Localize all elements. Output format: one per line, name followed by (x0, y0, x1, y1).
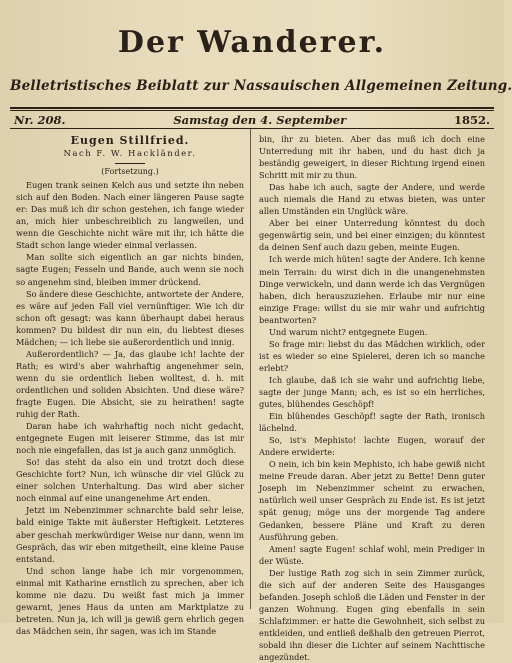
paragraph: So frage mir: liebst du das Mädchen wirklich, oder ist es wieder so eine Spielerei, deren ich so manche erlebt? (259, 338, 485, 373)
column-divider (250, 129, 251, 609)
article-author: Nach F. W. Hackländer. (63, 149, 197, 160)
paragraph: Und schon lange habe ich mir vorgenommen, einmal mit Katharine ernstlich zu sprechen, aber ich komme nie dazu. Du weißt fast mich ja immer gewarnt, jenes Haus da unten am Marktplatze zu betreten. Nun ja, ich will ja gewiß gern ehrlich gegen das Mädchen sein, ihr sagen, was ich im Stande (16, 565, 244, 636)
paragraph: Der lustige Rath zog sich in sein Zimmer zurück, die sich auf der anderen Seite des Hausganges befanden. Joseph schloß die Läden und Fenster in der ganzen Wohnung. Eugen ging ebenfalls in sein Schlafzimmer: er hatte die Gewohnheit, sich selbst zu entkleiden, und entließ deßhalb den getreuen Pierrot, sobald ihn dieser die Lichter auf seinem Nachttische angezündet. (259, 567, 485, 663)
paragraph: Amen! sagte Eugen! schlaf wohl, mein Prediger in der Wüste. (259, 543, 485, 566)
paragraph: So! das steht da also ein und trotzt doch diese Geschichte fort? Nun, ich wünsche dir viel Glück zu einer solchen Unterhaltung. Das wird aber sicher noch einmal auf eine unangenehme Art enden. (16, 457, 244, 504)
paragraph: Und warum nicht? entgegnete Eugen. (269, 326, 428, 337)
continuation-note: (Fortsetzung.) (101, 167, 159, 177)
paragraph: Außerordentlich? — Ja, das glaube ich! lachte der Rath; es wird's aber wahrhaftig angenehmer sein, wenn du sie ordentlich lieben wolltest, d. h. mit ordentlichen und soliden Absichten. Und diese wäre? fragte Eugen. Die Absicht, sie zu heirathen! sagte ruhig der Rath. (16, 348, 244, 420)
paragraph: Eugen trank seinen Kelch aus und setzte ihn neben sich auf den Boden. Nach einer längeren Pause sagte er: Das muß ich dir schon gestehen, ich fange wieder an, mich hier unbeschreiblich zu langweilen, und wenn die Geschichte nicht wäre mit ihr, ich hätte die Stadt schon lange wieder einmal verlassen. (16, 180, 244, 251)
left-column (10, 129, 250, 636)
header-rule (10, 107, 494, 109)
paragraph: So, ist's Mephisto! lachte Eugen, worauf der Andere erwiderte: (259, 435, 485, 458)
paragraph: Ein blühendes Geschöpf! sagte der Rath, ironisch lächelnd. (259, 411, 485, 434)
paragraph: Man sollte sich eigentlich an gar nichts binden, sagte Eugen; Fesseln und Bande, auch wenn sie noch so angenehm sind, bleiben immer drückend. (16, 252, 244, 287)
article-columns (10, 129, 494, 663)
paragraph: bin, ihr zu bieten. Aber das muß ich doch eine Unterredung mit ihr haben, und du hast dich ja beständig geweigert, in dieser Richtung irgend einen Schritt mit mir zu thun. (259, 134, 485, 181)
right-column (251, 129, 491, 663)
paragraph: O nein, ich bin kein Mephisto, ich habe gewiß nicht meine Freude daran. Aber jetzt zu Bette! Denn guter Joseph im Nebenzimmer scheint zu erwachen, natürlich weil unser Gespräch zu Ende ist. Es ist jetzt spät genug; möge uns der morgende Tag andere Gedanken, bessere Pläne und Kraft zu deren Ausführung geben. (259, 459, 485, 542)
issue-line (10, 111, 494, 128)
paragraph: Jetzt im Nebenzimmer schnarchte bald sehr leise, bald einige Takte mit äußerster Heftigkeit. Letzteres aber geschah merkwürdiger Weise nur dann, wenn im Gespräch, das wir eben mitgetheilt, eine kleine Pause entstand. (16, 505, 244, 564)
paragraph: Das habe ich auch, sagte der Andere, und werde auch niemals die Hand zu etwas bieten, was unter allen Umständen ein Unglück wäre. (259, 182, 485, 217)
paragraph: Ich glaube, daß ich sie wahr und aufrichtig liebe, sagte der junge Mann; ach, es ist so ein herrliches, gutes, blühendes Geschöpf! (259, 374, 485, 410)
paragraph: Ich werde mich hüten! sagte der Andere. Ich kenne mein Terrain: du wirst dich in die unangenehmsten Dinge verwickeln, und dann werde ich das Vergnügen haben, dich herauszuziehen. Erlaube mir nur eine einzige Frage: willst du sie mir wahr und aufrichtig beantworten? (259, 254, 485, 325)
article-title: Eugen Stillfried. (70, 134, 190, 147)
issue-number: Nr. 208. (14, 113, 66, 127)
title-rule (115, 163, 145, 164)
masthead-title: Der Wanderer. (117, 25, 387, 60)
paragraph: Aber bei einer Unterredung könntest du doch gegenwärtig sein, und bei einer einzigen; du könntest da deinen Senf auch dazu geben, meinte Eugen. (259, 218, 485, 253)
paragraph: Daran habe ich wahrhaftig noch nicht gedacht, entgegnete Eugen mit leiserer Stimme, das ist mir noch nie eingefallen, das ist ja auch ganz unmöglich. (16, 421, 244, 456)
issue-year: 1852. (453, 113, 490, 127)
masthead-subtitle: Belletristisches Beiblatt zur Nassauischen Allgemeinen Zeitung. (10, 78, 512, 94)
paragraph: So ändere diese Geschichte, antwortete der Andere, es wäre auf jeden Fall viel vernünftiger. Wie ich dir schon oft gesagt: was kann überhaupt dabei heraus kommen? Du bildest dir nun ein, du liebtest dieses Mädchen; — ich liebe sie außerordentlich und innig. (16, 288, 244, 347)
issue-date: Samstag den 4. September (173, 113, 347, 127)
